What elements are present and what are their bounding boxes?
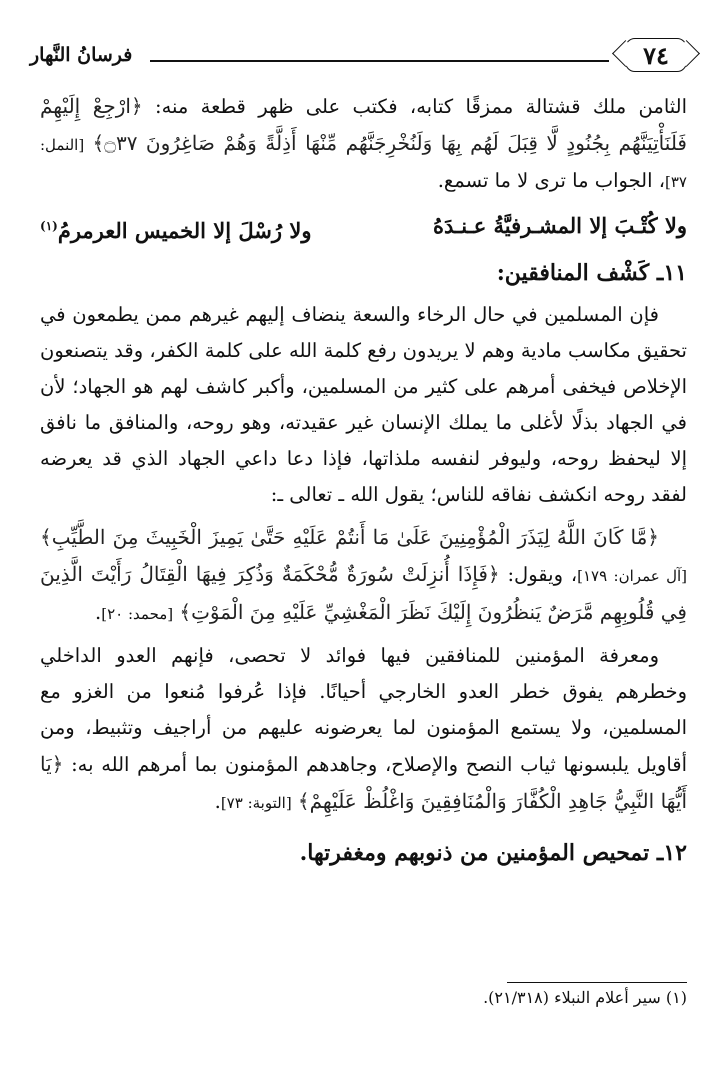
page-number-frame — [625, 38, 687, 72]
page-body — [40, 88, 687, 877]
quran-ref-muhammad: [محمد: ٢٠] — [101, 605, 174, 623]
section-heading-12: ١٢ـ تمحيص المؤمنين من ذنوبهم ومغفرتها. — [299, 840, 687, 866]
quran-verse-muhammad: ﴿فَإِذَا أُنزِلَتْ سُورَةٌ مُّحْكَمَةٌ وَذُكِرَ فِيهَا الْقِتَالُ رَأَيْتَ الَّذِينَ فِي قُلُوبِهِم مَّرَضٌ يَنظُرُونَ إِلَيْكَ نَظَرَ الْمَغْشِيِّ عَلَيْهِ مِنَ الْمَوْتِ﴾ — [40, 562, 687, 624]
page-number: ٧٤ — [639, 41, 673, 70]
header-rule — [150, 60, 609, 62]
poetry-verse — [40, 206, 687, 251]
section-heading-11: ١١ـ كَشْف المنافقين: — [496, 260, 687, 286]
book-title: فرسانُ النَّهار — [30, 44, 133, 66]
verse-hemistich-left-wrap — [40, 206, 311, 251]
verse-hemistich-right: ولا كُتْـبَ إلا المشـرفيَّةُ عـنـدَهُ — [433, 213, 687, 238]
paragraph-3-end: . — [95, 601, 102, 624]
quran-verse-al-imran: ﴿مَّا كَانَ اللَّهُ لِيَذَرَ الْمُؤْمِنِينَ عَلَىٰ مَا أَنتُمْ عَلَيْهِ حَتَّىٰ يَمِيزَ الْخَبِيثَ مِنَ الطَّيِّبِ﴾ — [40, 525, 659, 549]
paragraph-4-end: . — [214, 790, 221, 813]
paragraph-4-text: ومعرفة المؤمنين للمنافقين فيها فوائد لا تحصى، فإنهم العدو الداخلي وخطرهم يفوق خطر العدو الخارجي أحيانًا. فإذا عُرفوا مُنعوا من الغزو مع المسلمين، ولا يستمع المؤمنون لما يعرضونه عليهم من أراجيف وتثبيط، ومن أقاويل يلبسونها ثياب النصح والإصلاح، وجاهدهم المؤمنون بما أمرهم الله به: — [40, 644, 687, 776]
paragraph-1-lead: الثامن ملك قشتالة ممزقًا كتابه، فكتب على ظهر قطعة منه: — [155, 95, 688, 118]
quran-ref-tawbah: [التوبة: ٧٣] — [220, 794, 292, 812]
paragraph-2: فإن المسلمين في حال الرخاء والسعة ينضاف إليهم غيرهم ممن يطمعون في تحقيق مكاسب مادية وهم لا يريدون رفع كلمة الله على كلمة الكفر، وقد يتصنعون الإخلاص فيخفى أمرهم على كثير من المسلمين، وأكبر كاشف لهم هو الجهاد؛ لأن في الجهاد بذلًا لأغلى ما يملك الإنسان غير عقيدته، وهو روحه، والمنافق ما نافق إلا ليحفظ روحه، وليوفر لنفسه ملذاتها، فإذا دعا داعي الجهاد الذي قد يعرضه لفقد روحه انكشف نفاقه للناس؛ يقول الله ـ تعالى ـ: — [40, 303, 687, 506]
footnote: (١) سير أعلام النبلاء (٢١/٣١٨). — [483, 988, 687, 1007]
quran-ref-naml: [النمل: ٣٧] — [40, 136, 687, 191]
paragraph-1 — [40, 88, 687, 200]
page-header — [30, 36, 687, 80]
paragraph-1-tail: ، الجواب ما ترى لا ما تسمع. — [437, 169, 666, 192]
paragraph-3 — [40, 519, 687, 632]
footnote-marker: (١) — [40, 219, 58, 233]
verse-hemistich-left: ولا رُسْلَ إلا الخميس العرمرمُ — [57, 218, 312, 243]
quran-verse-tawbah: ﴿يَا أَيُّهَا النَّبِيُّ جَاهِدِ الْكُفَّارَ وَالْمُنَافِقِينَ وَاغْلُظْ عَلَيْهِمْ﴾ — [40, 752, 687, 813]
quran-ref-al-imran: [آل عمران: ١٧٩] — [577, 567, 688, 585]
footnote-rule — [507, 982, 687, 983]
paragraph-4 — [40, 638, 687, 821]
paragraph-3-mid: ، ويقول: — [507, 563, 578, 586]
quran-verse-naml: ﴿ارْجِعْ إِلَيْهِمْ فَلَنَأْتِيَنَّهُم بِجُنُودٍ لَّا قِبَلَ لَهُم بِهَا وَلَنُخْرِجَنَّهُم مِّنْهَا أَذِلَّةً وَهُمْ صَاغِرُونَ ۝٣٧﴾ — [40, 94, 687, 155]
